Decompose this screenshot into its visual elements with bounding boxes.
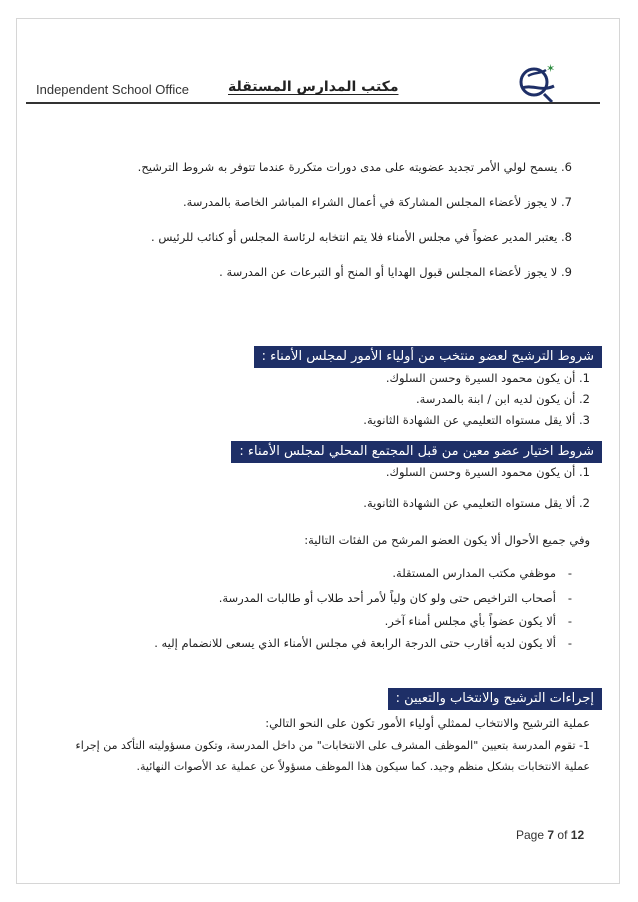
section-procedures-title: إجراءات الترشيح والانتخاب والتعيين : [388,688,602,710]
parents-item-3: 3. ألا يقل مستواه التعليمي عن الشهادة الثانوية. [363,413,590,427]
list-item-8: 8. يعتبر المدير عضواً في مجلس الأمناء فلا يتم انتخابه لرئاسة المجلس أو كنائب للرئيس . [151,230,572,244]
exclusions-intro: وفي جميع الأحوال ألا يكون العضو المرشح من الفئات التالية: [304,533,590,547]
exclusion-item: ألا يكون عضواً بأي مجلس أمناء آخر. [384,614,556,628]
list-item-6: 6. يسمح لولي الأمر تجديد عضويته على مدى دورات متكررة عندما تتوفر به شروط الترشيح. [137,160,572,174]
page-of: of [557,828,568,842]
page-prefix: Page [516,828,545,842]
document-header [26,78,600,104]
community-item-1: 1. أن يكون محمود السيرة وحسن السلوك. [385,465,590,479]
exclusion-item: أصحاب التراخيص حتى ولو كان ولياً لأمر أحد طلاب أو طالبات المدرسة. [218,591,556,605]
bullet-dash: - [567,566,572,580]
page-number [516,828,584,842]
total-pages: 12 [570,828,585,842]
section-parents-title: شروط الترشيح لعضو منتخب من أولياء الأمور لمجلس الأمناء : [254,346,602,368]
bullet-dash: - [567,636,572,650]
exclusion-item: موظفي مكتب المدارس المستقلة. [392,566,556,580]
parents-item-2: 2. أن يكون لديه ابن / ابنة بالمدرسة. [415,392,590,406]
bullet-dash: - [567,614,572,628]
community-item-2: 2. ألا يقل مستواه التعليمي عن الشهادة الثانوية. [363,496,590,510]
parents-item-1: 1. أن يكون محمود السيرة وحسن السلوك. [385,371,590,385]
section-community-title: شروط اختيار عضو معين من قبل المجتمع المحلي لمجلس الأمناء : [231,441,602,463]
list-item-9: 9. لا يجوز لأعضاء المجلس قبول الهدايا أو المنح أو التبرعات عن المدرسة . [219,265,572,279]
list-item-7: 7. لا يجوز لأعضاء المجلس المشاركة في أعمال الشراء المباشر الخاصة بالمدرسة. [182,195,572,209]
procedures-step-1: 1- تقوم المدرسة بتعيين "الموظف المشرف على الانتخابات" من داخل المدرسة، وتكون مسؤوليته التأكد من إجراء [75,739,590,752]
procedures-step-1-continued: عملية الانتخابات بشكل منظم وجيد. كما سيكون هذا الموظف مسؤولاً عن عملية عد الأصوات النهائية. [136,760,590,773]
procedures-intro: عملية الترشيح والانتخاب لممثلي أولياء الأمور تكون على النحو التالي: [265,716,590,730]
current-page: 7 [547,828,555,842]
header-arabic-title: مكتب المدارس المستقلة [228,79,399,95]
svg-text:✶: ✶ [546,62,556,75]
header-english-title: Independent School Office [36,82,189,97]
bullet-dash: - [567,591,572,605]
exclusion-item: ألا يكون لديه أقارب حتى الدرجة الرابعة في مجلس الأمناء الذي يسعى للانضمام إليه . [154,636,556,650]
